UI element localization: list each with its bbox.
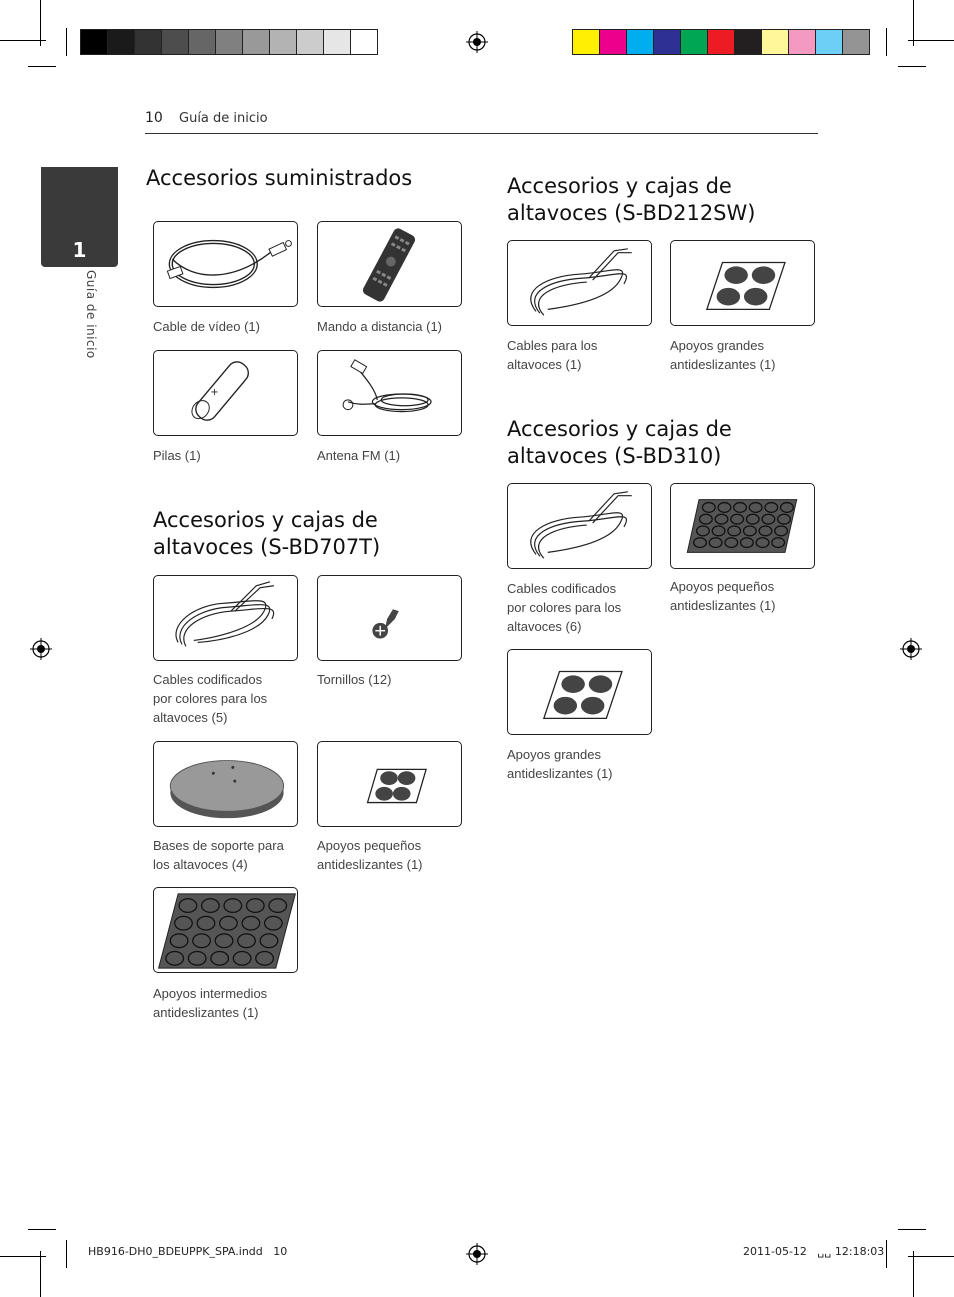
color-swatch (323, 29, 351, 55)
item-caption: Bases de soporte para los altavoces (4) (153, 838, 284, 872)
registration-mark-icon (30, 638, 52, 660)
item-caption: Apoyos pequeños antideslizantes (1) (670, 579, 776, 613)
page-number: 10 (145, 110, 163, 126)
pad-dot (734, 503, 747, 513)
pad-dot (772, 538, 785, 548)
footer-datetime: 2011-05-12 ␣␣ 12:18:03 (743, 1245, 885, 1258)
pad-dot (762, 514, 775, 524)
pad-dot (197, 916, 215, 930)
color-swatch (842, 29, 870, 55)
crop-mark (66, 1240, 67, 1268)
item-caption: Antena FM (1) (317, 448, 401, 463)
pad-dot (756, 538, 769, 548)
pad-dot (778, 514, 791, 524)
pad-dot (709, 538, 722, 548)
crop-mark (40, 1251, 41, 1297)
pad-dot (242, 916, 260, 930)
color-swatch (296, 29, 324, 55)
pad-dot (202, 899, 220, 913)
pad-dot (224, 899, 242, 913)
crop-mark (898, 1229, 926, 1230)
color-swatch (707, 29, 735, 55)
color-swatch (653, 29, 681, 55)
color-swatch (572, 29, 600, 55)
crop-mark (898, 66, 926, 67)
footer-file-name: HB916-DH0_BDEUPPK_SPA.indd 10 (88, 1245, 288, 1258)
color-swatch (350, 29, 378, 55)
color-swatch (761, 29, 789, 55)
pad-dot (715, 514, 728, 524)
pad-dot (215, 934, 233, 948)
pad-dot (211, 951, 229, 965)
section-title-bd310: Accesorios y cajas de altavoces (S-BD310) (507, 417, 732, 468)
crop-mark (28, 1229, 56, 1230)
registration-mark-icon (900, 638, 922, 660)
crop-mark (0, 40, 46, 41)
pad-dot (233, 951, 251, 965)
pad-dot (220, 916, 238, 930)
pad-dot (269, 899, 287, 913)
section-title-bd212sw: Accesorios y cajas de altavoces (S-BD212SW) (507, 174, 756, 225)
battery-image (153, 350, 298, 436)
pad-dot (256, 951, 274, 965)
item-caption: Cables para los altavoces (1) (507, 338, 598, 372)
pad-dot (759, 526, 772, 536)
crop-mark (908, 1256, 954, 1257)
pad-dot (728, 526, 741, 536)
color-swatch (107, 29, 135, 55)
item-caption: Cables codificados por colores para los altavoces (6) (507, 581, 622, 634)
medium-pads-image (153, 887, 298, 973)
pad-dot (170, 934, 188, 948)
pad-dot (238, 934, 256, 948)
item-caption: Cables codificados por colores para los altavoces (5) (153, 672, 268, 725)
pad-dot (765, 503, 778, 513)
item-caption: Apoyos grandes antideslizantes (1) (507, 747, 613, 781)
color-swatch (269, 29, 297, 55)
section-title-supplied: Accesorios suministrados (146, 166, 413, 190)
pad-dot (725, 538, 738, 548)
pad-dot (781, 503, 794, 513)
pad-dot (775, 526, 788, 536)
pad-dot (188, 951, 206, 965)
item-caption: Apoyos pequeños antideslizantes (1) (317, 838, 423, 872)
speaker-cable-image (507, 240, 652, 326)
color-swatch (161, 29, 189, 55)
color-swatch (215, 29, 243, 55)
color-swatch (599, 29, 627, 55)
pad-dot (166, 951, 184, 965)
crop-mark (908, 40, 954, 41)
section-title-bd707t: Accesorios y cajas de altavoces (S-BD707T) (153, 508, 381, 559)
registration-mark-icon (466, 1243, 488, 1265)
item-caption: Pilas (1) (153, 448, 201, 463)
pad-dot (731, 514, 744, 524)
large-pads-image (507, 649, 652, 735)
registration-mark-icon (466, 31, 488, 53)
color-swatch (815, 29, 843, 55)
pad-dot (718, 503, 731, 513)
chapter-number: 1 (72, 238, 87, 262)
color-swatch (626, 29, 654, 55)
chapter-label: Guía de inicio (84, 270, 98, 359)
crop-mark (66, 28, 67, 56)
item-caption: Apoyos grandes antideslizantes (1) (670, 338, 776, 372)
color-swatch (134, 29, 162, 55)
svg-text:+: + (210, 386, 219, 398)
color-swatch (734, 29, 762, 55)
pad-dot (743, 526, 756, 536)
pad-dot (175, 916, 193, 930)
pad-dot (179, 899, 197, 913)
large-pads-image (670, 240, 815, 326)
item-caption: Tornillos (12) (317, 672, 392, 687)
pad-dot (193, 934, 211, 948)
speaker-cables-image (507, 483, 652, 569)
screw-image (317, 575, 462, 661)
color-swatch (80, 29, 108, 55)
pad-dot (247, 899, 265, 913)
small-pads-image (317, 741, 462, 827)
crop-mark (28, 66, 56, 67)
speaker-stand-base-image (153, 741, 298, 827)
item-caption: Cable de vídeo (1) (153, 319, 260, 334)
crop-mark (886, 1240, 887, 1268)
pad-dot (741, 538, 754, 548)
color-swatch (788, 29, 816, 55)
color-swatch (242, 29, 270, 55)
header-rule (145, 133, 818, 134)
pad-dot (694, 538, 707, 548)
pad-dot (712, 526, 725, 536)
pad-dot (749, 503, 762, 513)
crop-mark (886, 28, 887, 56)
speaker-cables-image (153, 575, 298, 661)
remote-control-image (317, 221, 462, 307)
fm-antenna-image (317, 350, 462, 436)
pad-dot (260, 934, 278, 948)
color-swatch (680, 29, 708, 55)
small-pads-image (670, 483, 815, 569)
pad-dot (265, 916, 283, 930)
crop-mark (0, 1256, 46, 1257)
pad-dot (746, 514, 759, 524)
color-swatch (188, 29, 216, 55)
running-header-title: Guía de inicio (179, 111, 268, 126)
pad-dot (702, 503, 715, 513)
pad-dot (700, 514, 713, 524)
video-cable-image (153, 221, 298, 307)
crop-mark (913, 1251, 914, 1297)
item-caption: Mando a distancia (1) (317, 319, 443, 334)
item-caption: Apoyos intermedios antideslizantes (1) (153, 986, 268, 1020)
pad-dot (697, 526, 710, 536)
